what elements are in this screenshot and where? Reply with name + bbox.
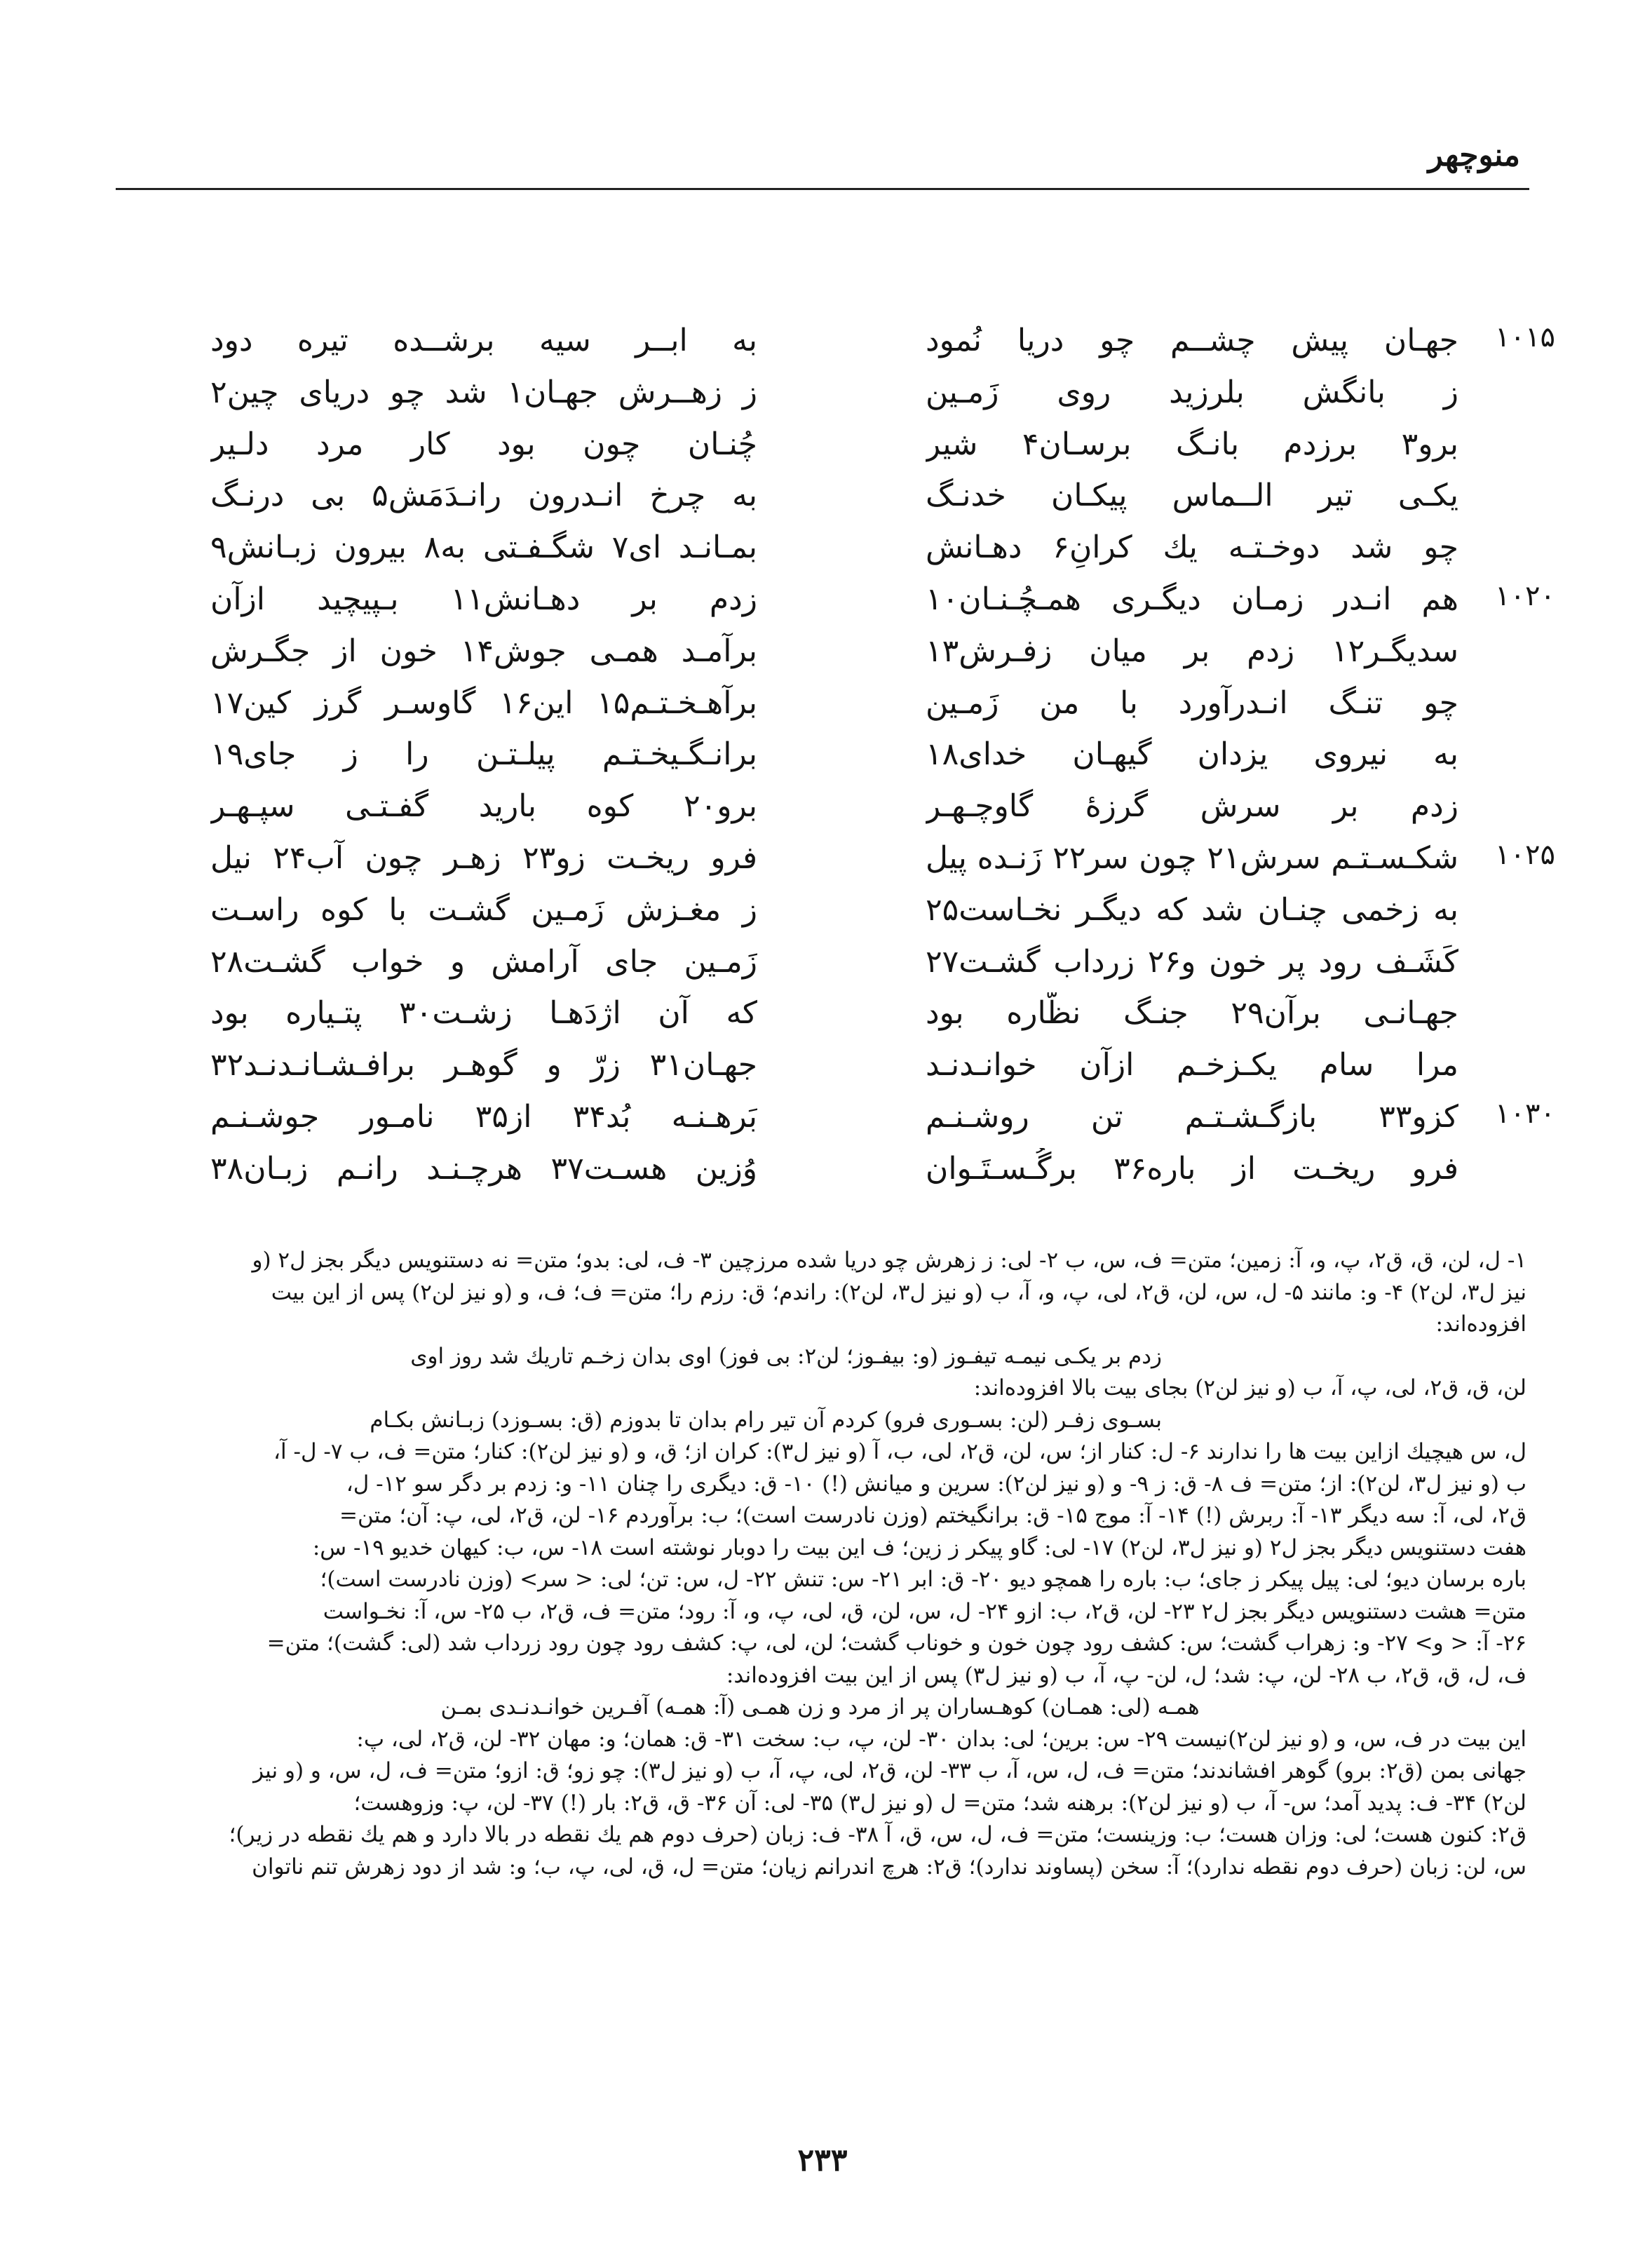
footnotes <box>114 1245 1526 1883</box>
verse-line <box>210 367 1458 419</box>
second-hemistich: برآمـد همـی جوش۱۴ خون از جگـرش <box>210 633 757 669</box>
second-hemistich: زَمـین جای آرامش و خواب گشـت۲۸ <box>210 943 757 980</box>
footnote-line: بسـوی زفـر (لن: بسـوری فرو) کردم آن تیر رام بدان تا بدوزم (ق: بسـوزد) زبـانش بکـام <box>370 1407 1162 1433</box>
first-hemistich: فرو ریخـت از باره۳۶ برگُـسـتَـوان <box>926 1150 1458 1187</box>
footnote-line: هفت دستنویس دیگر بجز ل۲ (و نیز ل۳، لن۲) ۱۷- لی: گاو پیکر ز زین؛ ف این بیت را دوبار نوشته است ۱۸- س، ب: کیهان خدیو ۱۹- س: <box>312 1534 1526 1560</box>
verse-line <box>210 1092 1555 1144</box>
footnote-line: زدم بر یکـی نیمـه تیفـوز (و: بیفـوز؛ لن۲: بی فوز) اوی بدان زخـم تاریك شد روز اوی <box>410 1343 1162 1369</box>
verse-line <box>210 937 1458 989</box>
first-hemistich: شکـسـتـم سرش۲۱ چون سر۲۲ زَنـده پیل <box>926 839 1458 876</box>
footnote-line: ۱- ل، لن، ق، ق۲، پ، و، آ: زمین؛ متن= ف، س، ب ۲- لی: ز زهرش چو دریا شده مرزچین ۳- ف، لی: بدو؛ متن= نه دستنویس دیگر بجز ل۲ (و <box>252 1248 1526 1273</box>
first-hemistich: ز بانگش بلرزید روی زَمـین <box>926 374 1458 410</box>
first-hemistich: سدیگـر۱۲ زدم بر میان زفـرش۱۳ <box>926 633 1458 669</box>
footnote-line: ل، س هیچیك ازاین بیت ها را ندارند ۶- ل: کنار از؛ س، لن، ق۲، لی، ب، آ (و نیز ل۳): کران از؛ ق، و (و نیز لن۲): کنار؛ متن= ف، ب ۷- ل- آ، <box>273 1439 1526 1464</box>
second-hemistich: به چرخ انـدرون رانـدَمَش۵ بی درنـگ <box>210 478 757 514</box>
verse-line <box>210 833 1555 885</box>
second-hemistich: فرو ریخـت زو۲۳ زهـر چون آب۲۴ نیل <box>210 839 757 876</box>
footnote-line: ق۲، لی، آ: سه دیگر ۱۳- آ: ربرش (!) ۱۴- آ: موج ۱۵- ق: برانگیختم (وزن نادرست است)؛ ب: برآوردم ۱۶- لن، ق۲، لی، پ: آن؛ متن= <box>339 1503 1526 1528</box>
page-number: ۲۳۳ <box>797 2142 848 2178</box>
verse-line <box>210 1040 1458 1092</box>
verse-number: ۱۰۳۰ <box>1495 1097 1555 1130</box>
first-hemistich: برو۳ برزدم بانـگ برسـان۴ شیر <box>926 426 1458 462</box>
second-hemistich: ز مغـزش زَمـین گشـت با کوه راسـت <box>210 891 757 928</box>
footnote-line: نیز ل۳، لن۲) ۴- و: مانند ۵- ل، س، لن، ق۲، لی، پ، و، آ، ب (و نیز ل۳، لن۲): راندم؛ ق: رزم را؛ متن= ف؛ ف، و (و نیز لن۲) پس از این بیت <box>271 1279 1526 1305</box>
footnote-line: ۲۶- آ: < و> ۲۷- و: زهراب گشت؛ س: کشف رود چون خون و خوناب گشت؛ لن، لی، پ: کشف رود چون رود زرداب شد (لی: گشت)؛ متن= <box>266 1631 1526 1656</box>
verse-line <box>210 574 1555 626</box>
second-hemistich: چُنـان چون بود کار مرد دلـیر <box>210 426 757 462</box>
second-hemistich: جهـان۳۱ زرّ و گوهـر برافـشـانـدنـد۳۲ <box>210 1047 757 1084</box>
verse-number: ۱۰۱۵ <box>1495 321 1555 353</box>
first-hemistich: یکـی تیر الــماس پیکـان خدنـگ <box>926 478 1458 514</box>
footnote-line: جهانی بمن (ق۲: برو) گوهر افشاندند؛ متن= ف، ل، س، آ، ب ۳۳- لن، ق۲، لی، پ، آ، ب (و نیز ل۳): چو زو؛ ق: ازو؛ متن= ف، ل، س، و (و نیز <box>253 1758 1526 1783</box>
verse-line <box>210 988 1458 1040</box>
first-hemistich: به نیروی یزدان گیهـان خدای۱۸ <box>926 736 1458 773</box>
verse-line <box>210 781 1458 833</box>
second-hemistich: زدم بر دهـانش۱۱ بـپیچید ازآن <box>210 581 757 617</box>
first-hemistich: جهـانـی برآن۲۹ جنـگ نظّاره بود <box>926 995 1458 1032</box>
second-hemistich: بَرهـنـه بُد۳۴ از۳۵ نامـور جوشـنـم <box>210 1098 757 1135</box>
verse-line <box>210 522 1458 574</box>
verse-line <box>210 419 1458 471</box>
footnote-line: باره برسان دیو؛ لی: پیل پیکر ز جای؛ ب: باره را همچو دیو ۲۰- ق: ابر ۲۱- س: تنش ۲۲- ل، س: تن؛ لی: < سر> (وزن نادرست است)؛ <box>320 1567 1526 1592</box>
second-hemistich: وُزین هسـت۳۷ هرچـنـد رانـم زبـان۳۸ <box>210 1150 757 1187</box>
verse-number: ۱۰۲۰ <box>1495 579 1555 612</box>
verse-line <box>210 729 1458 781</box>
footnote-line: این بیت در ف، س، و (و نیز لن۲)نیست ۲۹- س: برین؛ لی: بدان ۳۰- لن، پ، ب: سخت ۳۱- ق: همان؛ و: مهان ۳۲- لن، ق۲، لی، پ: <box>356 1726 1526 1752</box>
first-hemistich: به زخمی چنـان شد که دیگـر نخـاست۲۵ <box>926 891 1458 928</box>
footnote-line: ف، ل، ق، ق۲، ب ۲۸- لن، پ: شد؛ ل، لن- پ، آ، ب (و نیز ل۳) پس از این بیت افزوده‌اند: <box>726 1662 1526 1688</box>
verse-area <box>210 316 1555 1196</box>
verse-line <box>210 678 1458 730</box>
first-hemistich: کزو۳۳ بازگـشـتـم تن روشـنـم <box>926 1098 1458 1135</box>
second-hemistich: برو۲۰ کوه بارید گفـتـی سپـهـر <box>210 788 757 825</box>
second-hemistich: به ابــر سیه برشــده تیره دود <box>210 323 757 358</box>
first-hemistich: چو تنـگ انـدرآورد با من زَمـین <box>926 684 1458 721</box>
second-hemistich: برانـگـیخـتـم پیلـتـن را ز جای۱۹ <box>210 736 757 773</box>
header-rule <box>116 188 1529 190</box>
verse-number: ۱۰۲۵ <box>1495 838 1555 871</box>
verse-line <box>210 626 1458 678</box>
second-hemistich: بمـانـد ای۷ شگـفـتی به۸ بیرون زبـانش۹ <box>210 529 757 566</box>
first-hemistich: هم انـدر زمـان دیگـری همـچُـنـان۱۰ <box>926 581 1458 617</box>
footnote-line: ب (و نیز ل۳، لن۲): از؛ متن= ف ۸- ق: ز ۹- و (و نیز لن۲): سرین و میانش (!) ۱۰- ق: دیگری را چنان ۱۱- و: زدم بر دگر سو ۱۲- ل، <box>346 1471 1526 1497</box>
first-hemistich: کَشَـف رود پر خون و۲۶ زرداب گشـت۲۷ <box>926 943 1458 980</box>
footnote-line: ق۲: کنون هست؛ لی: وزان هست؛ ب: وزینست؛ متن= ف، ل، س، ق، آ ۳۸- ف: زبان (حرف دوم هم یك نقطه در بالا دارد و هم یك نقطه در زیر)؛ <box>229 1822 1526 1847</box>
second-hemistich: ز زهــرش جهـان۱ شد چو دریای چین۲ <box>210 374 757 410</box>
first-hemistich: زدم بر سرش گرزهٔ گاوچـهـر <box>926 788 1458 825</box>
first-hemistich: مرا سام یکـزخـم ازآن خوانـدنـد <box>926 1047 1458 1084</box>
verse-line <box>210 316 1555 367</box>
footnote-line: همـه (لی: همـان) کوهـساران پر از مرد و زن همـی (آ: همـه) آفـرین خوانـدنـدی بمـن <box>440 1694 1200 1720</box>
footnote-line: س، لن: زبان (حرف دوم نقطه ندارد)؛ آ: سخن (پساوند ندارد)؛ ق۲: هرچ اندرانم زیان؛ متن= ل، ق، لی، پ، ب؛ و: شد از دود زهرش تنم ناتوان <box>252 1854 1526 1879</box>
footnote-line: لن۲) ۳۴- ف: پدید آمد؛ س- آ، ب (و نیز لن۲): برهنه شد؛ متن= ل (و نیز ل۳) ۳۵- لی: آن ۳۶- ق، ق۲: بار (!) ۳۷- لن، پ: وزوهست؛ <box>353 1790 1526 1816</box>
footnote-line: لن، ق، ق۲، لی، پ، آ، ب (و نیز لن۲) بجای بیت بالا افزوده‌اند: <box>973 1375 1526 1400</box>
second-hemistich: که آن اژدَهـا زشـت۳۰ پتـیاره بود <box>210 995 757 1032</box>
footnote-line: افزوده‌اند: <box>1435 1311 1526 1337</box>
running-head: منوچهر <box>1428 137 1520 173</box>
first-hemistich: چو شد دوخـتـه یك كرانِ۶ دهـانش <box>926 529 1458 566</box>
footnote-line: متن= هشت دستنویس دیگر بجز ل۲ ۲۳- لن، ق۲، ب: ازو ۲۴- ل، س، لن، ق، لی، پ، و، آ: رود؛ متن= ف، ق۲، ب ۲۵- س، آ: نخـواست <box>323 1598 1526 1624</box>
second-hemistich: برآهـخـتـم۱۵ این۱۶ گاوسـر گرز کین۱۷ <box>210 684 757 721</box>
verse-line <box>210 1144 1458 1196</box>
verse-line <box>210 885 1458 937</box>
verse-line <box>210 471 1458 522</box>
first-hemistich: جهـان پیش چشــم چو دریا نُمود <box>926 323 1458 358</box>
